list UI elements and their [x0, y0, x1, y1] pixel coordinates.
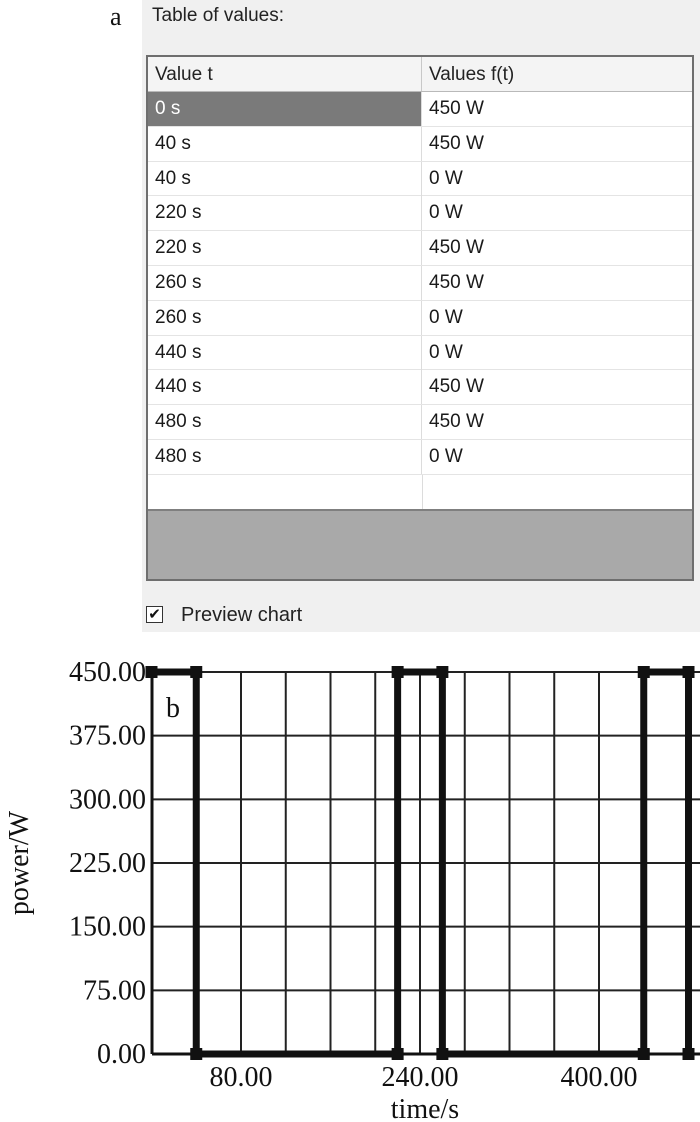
data-point — [683, 1048, 695, 1060]
y-tick-label: 450.00 — [69, 657, 146, 688]
cell-value-t[interactable]: 40 s — [148, 127, 422, 161]
data-point — [638, 666, 650, 678]
empty-new-row[interactable] — [148, 475, 694, 509]
data-point — [392, 666, 404, 678]
data-point — [638, 1048, 650, 1060]
table-row[interactable] — [148, 162, 694, 197]
cell-value-ft[interactable]: 450 W — [429, 132, 484, 154]
y-tick-label: 150.00 — [69, 911, 146, 943]
table-row[interactable] — [148, 127, 694, 162]
cell-value-t[interactable]: 480 s — [148, 440, 422, 474]
data-point — [683, 666, 695, 678]
values-dialog — [142, 0, 700, 632]
y-tick-label: 0.00 — [97, 1039, 146, 1070]
data-point — [436, 666, 448, 678]
x-tick-label: 80.00 — [209, 1062, 273, 1093]
table-row[interactable] — [148, 196, 694, 231]
table-empty-area — [148, 509, 694, 581]
power-chart — [0, 632, 700, 1122]
cell-value-ft[interactable]: 0 W — [429, 202, 463, 224]
cell-value-ft[interactable]: 0 W — [429, 167, 463, 189]
table-title: Table of values: — [152, 5, 285, 26]
cell-value-ft[interactable]: 450 W — [429, 411, 484, 433]
data-point — [190, 1048, 202, 1060]
data-point — [436, 1048, 448, 1060]
table-body — [148, 92, 694, 475]
cell-value-t[interactable]: 0 s — [148, 92, 422, 126]
x-tick-label: 240.00 — [381, 1062, 459, 1093]
cell-value-t[interactable]: 480 s — [148, 405, 422, 439]
table-row[interactable] — [148, 405, 694, 440]
y-tick-label: 225.00 — [69, 848, 146, 879]
cell-value-ft[interactable]: 450 W — [429, 98, 484, 119]
y-tick-label: 75.00 — [83, 975, 146, 1007]
data-point — [392, 1048, 404, 1060]
panel-label-a: a — [110, 2, 122, 31]
table-row[interactable] — [148, 440, 694, 475]
cell-value-ft[interactable]: 450 W — [429, 271, 484, 293]
preview-chart-checkbox[interactable] — [146, 606, 163, 623]
x-axis-label: time/s — [390, 1094, 460, 1122]
cell-value-ft[interactable]: 0 W — [429, 445, 463, 467]
panel-label-b: b — [166, 693, 180, 724]
cell-value-ft[interactable]: 450 W — [429, 237, 484, 259]
cell-value-ft[interactable]: 0 W — [429, 306, 463, 328]
checkmark-icon: ✔ — [148, 606, 161, 623]
y-axis-label: power/W — [4, 810, 35, 916]
table-row[interactable] — [148, 266, 694, 301]
values-table[interactable] — [146, 55, 694, 581]
table-row[interactable] — [148, 231, 694, 266]
preview-chart-label: Preview chart — [181, 604, 303, 626]
chart-panel — [0, 632, 700, 1122]
cell-value-t[interactable]: 220 s — [148, 231, 422, 265]
cell-value-t[interactable]: 40 s — [148, 162, 422, 196]
data-point — [146, 666, 158, 678]
table-row[interactable] — [148, 92, 694, 127]
table-header — [148, 57, 694, 92]
y-tick-label: 375.00 — [69, 720, 146, 752]
table-row[interactable] — [148, 301, 694, 336]
x-tick-label: 400.00 — [560, 1062, 638, 1093]
cell-value-ft[interactable]: 0 W — [429, 341, 463, 363]
cell-value-t[interactable]: 260 s — [148, 301, 422, 335]
cell-value-t[interactable]: 440 s — [148, 370, 422, 404]
cell-value-t[interactable]: 220 s — [148, 196, 422, 230]
cell-value-t[interactable]: 260 s — [148, 266, 422, 300]
column-header-value-t[interactable]: Value t — [148, 57, 422, 91]
data-point — [190, 666, 202, 678]
y-tick-label: 300.00 — [69, 784, 146, 816]
cell-value-t[interactable]: 440 s — [148, 336, 422, 370]
table-row[interactable] — [148, 336, 694, 371]
cell-value-ft[interactable]: 450 W — [429, 376, 484, 398]
column-header-values-ft[interactable]: Values f(t) — [429, 64, 515, 85]
table-row[interactable] — [148, 370, 694, 405]
